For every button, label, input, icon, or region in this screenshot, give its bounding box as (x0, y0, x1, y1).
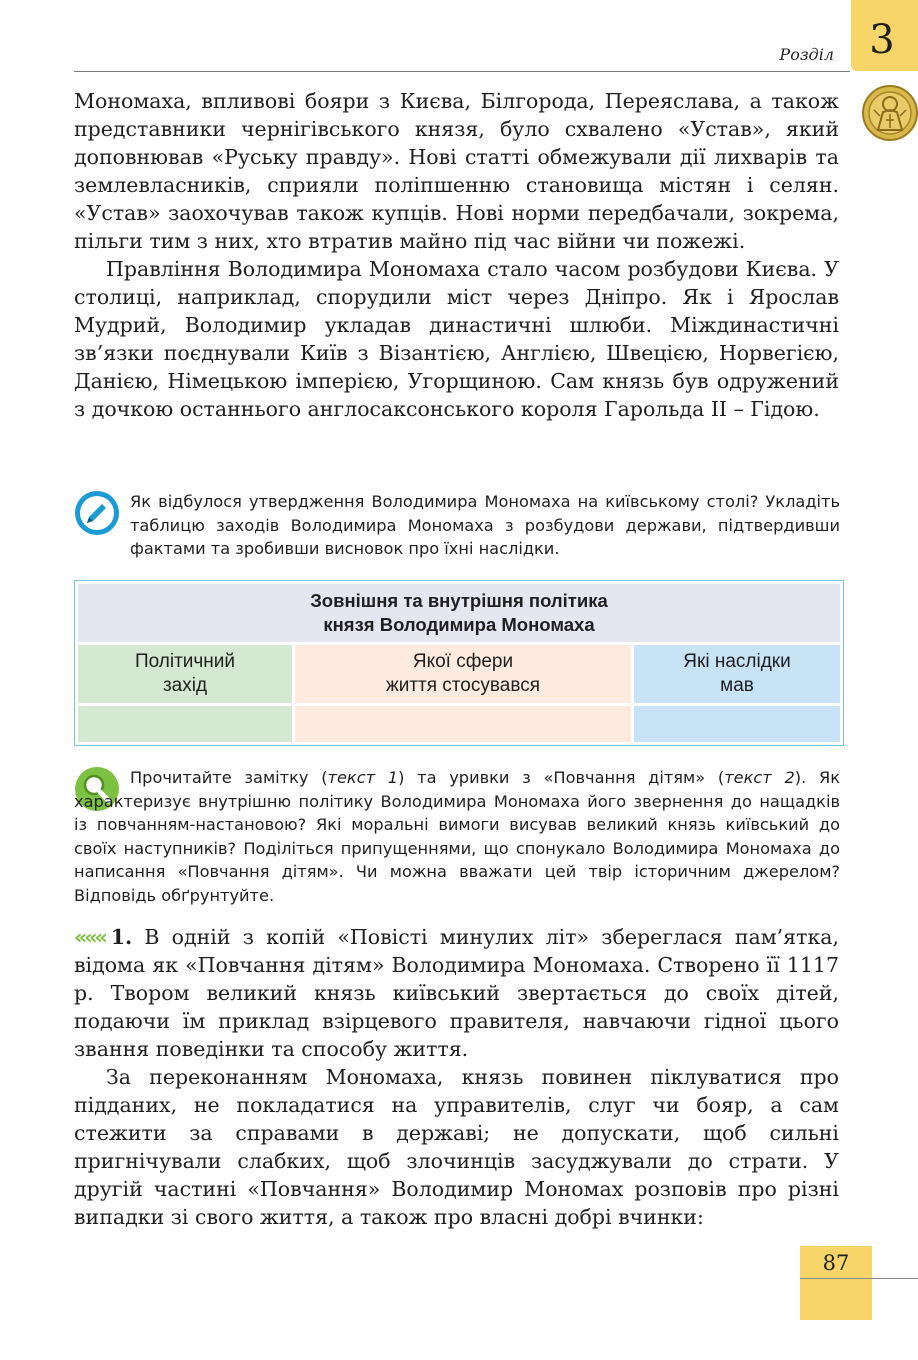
section-number: 3 (869, 17, 895, 63)
paragraph: Правління Володимира Мономаха стало часом розбудови Києва. У столиці, наприклад, спорудили міст через Дніпро. Як і Ярослав Мудрий, Володимир укладав династичні шлюби. Міждинастичні зв’язки поєднували Київ з Візантією, Англією, Швецією, Норвегією, Данією, Німецькою імперією, Угорщиною. Сам князь був одружений з дочкою останнього англосаксонського короля Гарольда ІІ – Гідою. (74, 257, 839, 421)
header-line: Які наслідки (683, 651, 791, 672)
header-line: Політичний (134, 651, 236, 672)
footer-rule (800, 1278, 918, 1279)
table-cell (295, 706, 631, 742)
source-marker-icon: ««« (74, 925, 105, 949)
header-line: життя стосувався (386, 675, 540, 696)
table-cell (634, 706, 840, 742)
task-text: Як відбулося утвердження Володимира Мономаха на київському столі? Укладіть таблицю заходів Володимира Мономаха з розбудови держави, підтвердивши фактами та зробивши висновок про їхні наслідки. (130, 492, 840, 558)
section-label: Розділ (779, 45, 834, 64)
task-block (74, 490, 840, 562)
table-title (78, 584, 840, 642)
task-text-part: ). Як характеризує внутрішню політику Володимира Мономаха його звернення до нащадків із повчанням-настановою? Які моральні вимоги висував великий князь київський до своїх наступників? Поділіться припущеннями, що спонукало Володимира Мономаха до написання «Повчання дітям». Чи можна вважати цей твір історичним джерелом? Відповідь обґрунтуйте. (74, 768, 840, 905)
task-text-part: ) та уривки з «Повчання дітям» ( (398, 768, 725, 787)
paragraph: За переконанням Мономаха, князь повинен піклуватися про підданих, не покладатися на управителів, слуг чи бояр, а сам стежити за справами в державі; не допускати, щоб сильні пригнічували слабких, щоб злочинців засуджували до страти. У другій частині «Повчання» Володимир Мономах розповів про різні випадки зі свого життя, а також про власні добрі вчинки: (74, 1065, 839, 1229)
table-cell (78, 706, 292, 742)
source-text: В одній з копій «Повісті минулих літ» збереглася пам’ятка, відома як «Повчання дітям» Володимира Мономаха. Створено її 1117 р. Твором великий князь київський звертається до своїх дітей, подаючи їм приклад взірцевого правителя, навчаючи гідної цього звання поведінки та способу життя. (74, 925, 839, 1061)
column-header-measure (78, 645, 292, 703)
body-text-source (74, 923, 839, 1231)
task-text-emphasis: текст 2 (724, 768, 795, 787)
policy-table (74, 580, 844, 746)
page-number: 87 (822, 1251, 850, 1275)
task-text-emphasis: текст 1 (327, 768, 399, 787)
task-text (74, 766, 840, 907)
table-header-row (78, 645, 840, 703)
column-header-sphere (295, 645, 631, 703)
table-title-line: князя Володимира Мономаха (323, 614, 595, 635)
header-rule (74, 71, 850, 72)
table-title-line: Зовнішня та внутрішня політика (310, 590, 608, 611)
table-row (78, 706, 840, 742)
header-line: Якої сфери (412, 651, 514, 672)
header-line: захід (162, 675, 208, 696)
column-header-consequences (634, 645, 840, 703)
pencil-icon (74, 490, 120, 536)
table-title-row (78, 584, 840, 642)
source-number: 1. (110, 925, 133, 949)
task-block (74, 766, 840, 912)
paragraph (74, 923, 839, 1063)
body-text-top (74, 87, 839, 423)
coin-icon (850, 84, 918, 144)
task-text-part: Прочитайте замітку ( (130, 768, 328, 787)
paragraph: Мономаха, впливові бояри з Києва, Білгорода, Переяслава, а також представники чернігівського князя, було схвалено «Устав», який доповнював «Руську правду». Нові статті обмежували дії лихварів та землевласників, сприяли поліпшенню становища містян і селян. «Устав» заохочував також купців. Нові норми передбачали, зокрема, пільги тим з них, хто втратив майно під час війни чи пожежі. (74, 89, 839, 253)
header-line: мав (720, 675, 754, 696)
